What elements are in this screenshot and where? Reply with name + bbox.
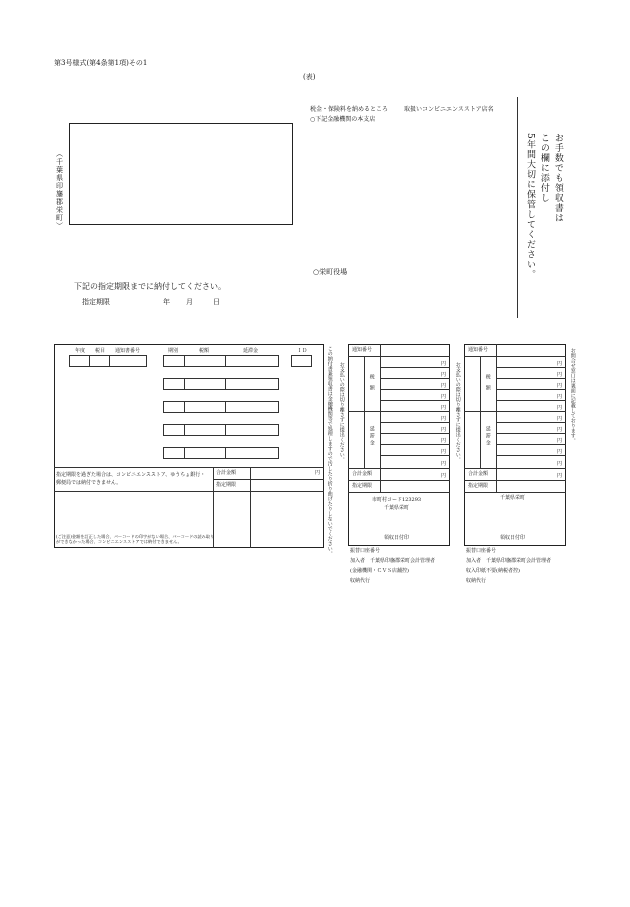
address-window [69, 123, 293, 225]
pay-place-label: 税金・保険料を納めるところ [310, 106, 389, 113]
stub-vertical-note: この納付書兼領収書は金融機関等で処理しますので汚したり折り曲げたりしないでください。 [326, 346, 333, 556]
notice-number-box [109, 355, 147, 367]
slip1-agent-label: 収納代行 [350, 578, 371, 584]
form-number: 第3号様式(第4条第1項)その1 [54, 59, 148, 67]
slip1-total-label: 合計金額 [352, 471, 373, 477]
issuer-label: ○栄町役場 [313, 268, 348, 276]
slip1-town-code: 市町村コード123293 [372, 497, 422, 503]
deadline-year: 年 [163, 298, 170, 306]
tax-item-box [89, 355, 110, 367]
slip1-deadline-label: 指定期限 [352, 483, 373, 489]
late-fee-box [225, 355, 279, 367]
slip2-subscriber: 加入者 千葉県印旛郡栄町会計管理者 [466, 558, 552, 564]
slip1-tax-label: 税額 [368, 374, 375, 396]
slip1-notice-no-label: 通知番号 [352, 347, 373, 353]
slip2-total-label: 合計金額 [468, 471, 489, 477]
header-late-fee: 延滞金 [243, 348, 259, 354]
header-tax-item: 税目 [95, 348, 106, 354]
header-tax-amount: 税額 [199, 348, 210, 354]
stub-total-yen: 円 [315, 470, 321, 476]
id-box [291, 355, 312, 367]
inquiry-vertical-note: お問合せ窓口は裏面に記載しております。 [569, 348, 576, 443]
slip2-copy-label: 収入印紙不要(納税者控) [466, 568, 520, 574]
slip1-town-name: 千葉県栄町 [384, 505, 410, 511]
fiscal-year-box [69, 355, 90, 367]
deadline-day: 日 [213, 298, 220, 306]
slip2-notice-no-label: 通知番号 [468, 347, 489, 353]
header-notice-number: 通知書番号 [115, 348, 141, 354]
header-fiscal-year: 年度 [75, 348, 86, 354]
slip2-vertical-note: お支払いの際は切り離さずに提出ください。 [454, 362, 461, 462]
slip2-stamp-label: 領収日付印 [500, 535, 526, 541]
front-side-label: (表) [303, 73, 316, 81]
slip2-deadline-label: 指定期限 [468, 483, 489, 489]
receipt-divider [517, 97, 518, 318]
header-period: 期別 [168, 348, 179, 354]
period-box [163, 355, 185, 367]
slip2-agent-label: 収納代行 [466, 578, 487, 584]
slip1-subscriber: 加入者 千葉県印旛郡栄町会計管理者 [350, 558, 436, 564]
deadline-label: 指定期限 [82, 298, 110, 306]
stub-deadline-label: 指定期限 [216, 482, 237, 488]
slip1-transfer-account: 振替口座番号 [350, 548, 381, 554]
header-id: ＩＤ [297, 348, 308, 354]
payment-instruction: 下記の指定期限までに納付してください。 [74, 282, 226, 291]
stub-footnote: (ご注意)金額を訂正した場合、バーコードの印字がない場合、バーコードの読み取りができなかった場合、コンビニエンスストアでは納付できません。 [56, 534, 215, 544]
stub-deadline-warning: 指定期限を過ぎた場合は、コンビニエンスストア、ゆうちょ銀行・郵便局では納付できません。 [56, 472, 206, 486]
slip2-town-name: 千葉県栄町 [500, 495, 526, 501]
stub-total-label: 合計金額 [216, 470, 237, 476]
store-name-label: 取扱いコンビニエンスストア店名 [404, 106, 494, 113]
bank-branch-label: ○下記金融機関の本支店 [310, 116, 376, 123]
slip1-vertical-note: お支払いの際は切り離さずに提出ください。 [338, 362, 345, 462]
receipt-keep-notice: お手数でも領収書は この欄に添付し 5年間大切に保管してください。 [524, 133, 563, 280]
slip1-late-label: 延滞金 [368, 426, 375, 447]
tax-amount-box [184, 355, 226, 367]
town-address-vertical: （千葉県印旛郡栄町） [55, 150, 64, 230]
slip2-transfer-account: 振替口座番号 [466, 548, 497, 554]
payment-stub [54, 344, 324, 548]
deadline-month: 月 [186, 298, 193, 306]
slip1-copy-label: (金融機関・ＣＶＳ店舗控) [350, 568, 409, 574]
slip1-stamp-label: 領収日付印 [384, 535, 410, 541]
slip2-tax-label: 税額 [484, 374, 491, 396]
slip2-late-label: 延滞金 [484, 426, 491, 447]
